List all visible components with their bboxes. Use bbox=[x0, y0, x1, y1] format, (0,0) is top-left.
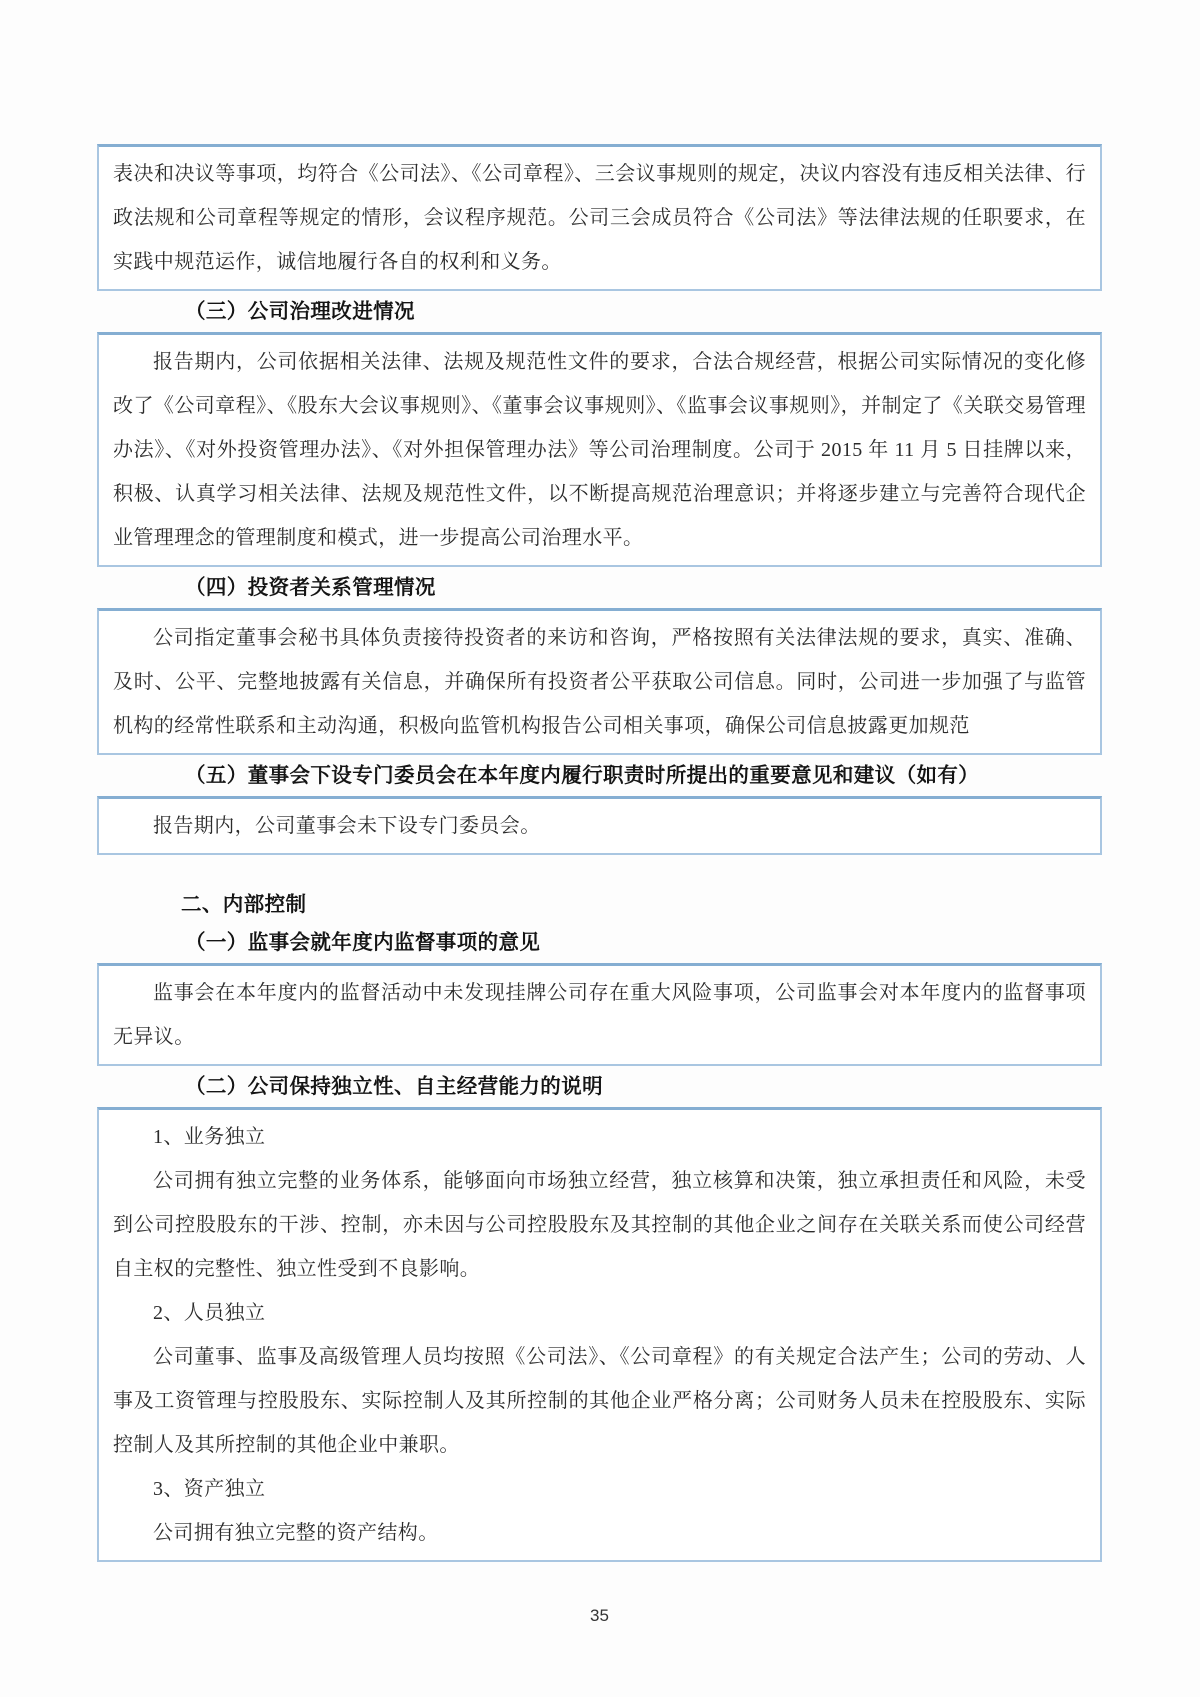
paragraph-box-meeting-compliance bbox=[97, 144, 1102, 291]
para-meeting-compliance: 表决和决议等事项，均符合《公司法》、《公司章程》、三会议事规则的规定，决议内容没有违反相关法律、行政法规和公司章程等规定的情形，会议程序规范。公司三会成员符合《公司法》等法律法规的任职要求，在实践中规范运作，诚信地履行各自的权利和义务。 bbox=[113, 163, 1086, 273]
independence-item1-body: 公司拥有独立完整的业务体系，能够面向市场独立经营，独立核算和决策，独立承担责任和风险，未受到公司控股股东的干涉、控制，亦未因与公司控股股东及其控制的其他企业之间存在关联关系而使公司经营自主权的完整性、独立性受到不良影响。 bbox=[113, 1170, 1086, 1280]
paragraph-box-board-committees bbox=[97, 796, 1102, 855]
independence-item1-title: 1、业务独立 bbox=[153, 1126, 266, 1148]
para-board-committees: 报告期内，公司董事会未下设专门委员会。 bbox=[153, 815, 541, 837]
independence-item2-title: 2、人员独立 bbox=[153, 1302, 266, 1324]
paragraph-box-investor-relations bbox=[97, 608, 1102, 755]
heading-governance-improvement: （三）公司治理改进情况 bbox=[185, 301, 415, 323]
independence-item2-body: 公司董事、监事及高级管理人员均按照《公司法》、《公司章程》的有关规定合法产生；公司的劳动、人事及工资管理与控股股东、实际控制人及其所控制的其他企业严格分离；公司财务人员未在控股股东、实际控制人及其所控制的其他企业中兼职。 bbox=[113, 1346, 1086, 1456]
paragraph-box-independence bbox=[97, 1107, 1102, 1562]
heading-independence: （二）公司保持独立性、自主经营能力的说明 bbox=[185, 1076, 603, 1098]
heading-supervisory-opinion: （一）监事会就年度内监督事项的意见 bbox=[185, 932, 541, 954]
independence-item3-title: 3、资产独立 bbox=[153, 1478, 266, 1500]
para-investor-relations: 公司指定董事会秘书具体负责接待投资者的来访和咨询，严格按照有关法律法规的要求，真实、准确、及时、公平、完整地披露有关信息，并确保所有投资者公平获取公司信息。同时，公司进一步加强了与监管机构的经常性联系和主动沟通，积极向监管机构报告公司相关事项，确保公司信息披露更加规范 bbox=[113, 627, 1086, 737]
paragraph-box-governance-improvement bbox=[97, 332, 1102, 567]
para-supervisory-opinion: 监事会在本年度内的监督活动中未发现挂牌公司存在重大风险事项，公司监事会对本年度内的监督事项无异议。 bbox=[113, 982, 1086, 1048]
para-governance-improvement: 报告期内，公司依据相关法律、法规及规范性文件的要求，合法合规经营，根据公司实际情况的变化修改了《公司章程》、《股东大会议事规则》、《董事会议事规则》、《监事会议事规则》，并制定了《关联交易管理办法》、《对外投资管理办法》、《对外担保管理办法》等公司治理制度。公司于 2015 年 11 月 5 日挂牌以来，积极、认真学习相关法律、法规及规范性文件，以不断提高规范治理意识；并将逐步建立与完善符合现代企业管理理念的管理制度和模式，进一步提高公司治理水平。 bbox=[113, 351, 1086, 549]
heading-internal-control: 二、内部控制 bbox=[181, 894, 307, 916]
heading-board-committees: （五）董事会下设专门委员会在本年度内履行职责时所提出的重要意见和建议（如有） bbox=[185, 765, 980, 787]
independence-item3-body: 公司拥有独立完整的资产结构。 bbox=[153, 1522, 439, 1544]
paragraph-box-supervisory-opinion bbox=[97, 963, 1102, 1066]
page-number: 35 bbox=[590, 1606, 609, 1625]
heading-investor-relations: （四）投资者关系管理情况 bbox=[185, 577, 436, 599]
